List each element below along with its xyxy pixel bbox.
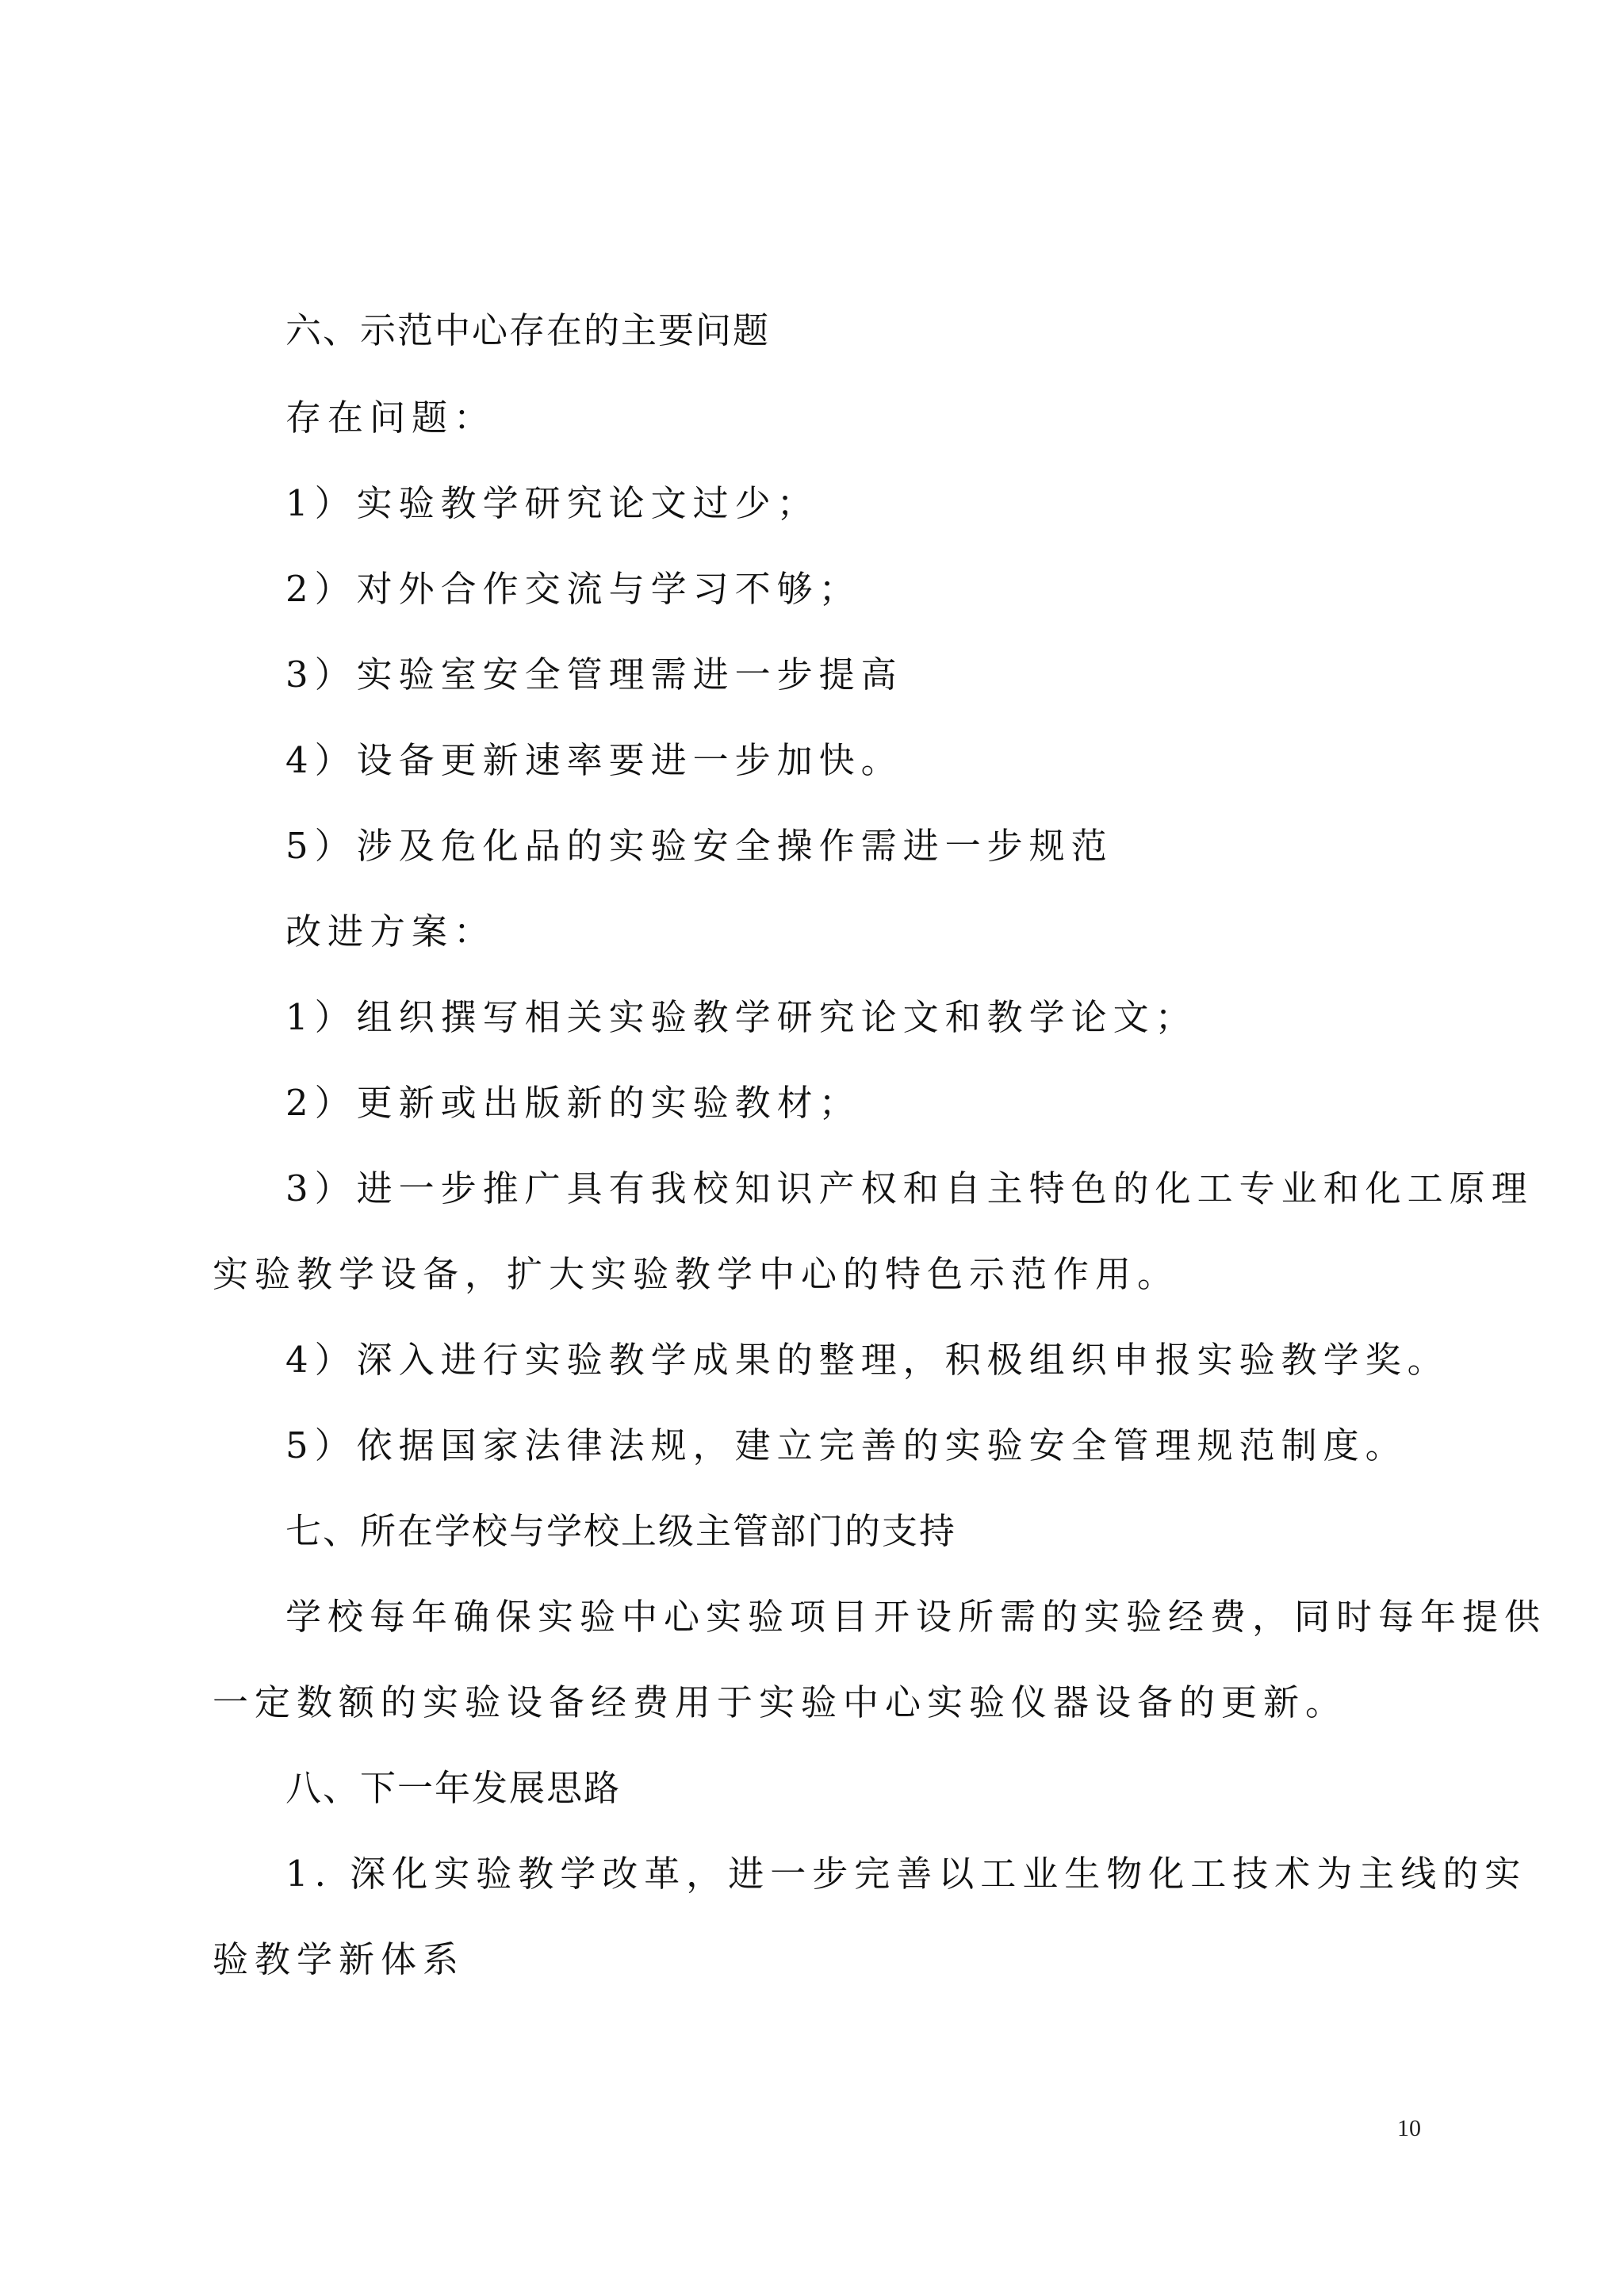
section-8-item-1-line-2: 验教学新体系 xyxy=(213,1938,465,1980)
problem-item-5: 5）涉及危化品的实验安全操作需进一步规范 xyxy=(285,825,1113,867)
problems-label: 存在问题： xyxy=(285,397,496,439)
problem-item-4: 4）设备更新速率要进一步加快。 xyxy=(285,739,903,781)
plan-item-3-line-1: 3）进一步推广具有我校知识产权和自主特色的化工专业和化工原理 xyxy=(285,1167,1534,1209)
plan-item-1: 1）组织撰写相关实验教学研究论文和教学论文； xyxy=(285,996,1197,1038)
plan-item-4: 4）深入进行实验教学成果的整理，积极组织申报实验教学奖。 xyxy=(285,1339,1450,1381)
plan-item-2: 2）更新或出版新的实验教材； xyxy=(285,1082,861,1124)
plan-item-3-line-2: 实验教学设备，扩大实验教学中心的特色示范作用。 xyxy=(213,1253,1180,1295)
problem-item-2: 2）对外合作交流与学习不够； xyxy=(285,568,861,610)
section-8-item-1-line-1: 1. 深化实验教学改革，进一步完善以工业生物化工技术为主线的实 xyxy=(285,1853,1527,1895)
section-7-heading: 七、所在学校与学校上级主管部门的支持 xyxy=(285,1510,957,1552)
problem-item-1: 1）实验教学研究论文过少； xyxy=(285,482,819,524)
plan-item-5: 5）依据国家法律法规，建立完善的实验安全管理规范制度。 xyxy=(285,1424,1408,1466)
section-6-heading: 六、示范中心存在的主要问题 xyxy=(285,309,771,351)
section-8-heading: 八、下一年发展思路 xyxy=(285,1767,622,1809)
section-7-paragraph-line-1: 学校每年确保实验中心实验项目开设所需的实验经费，同时每年提供 xyxy=(285,1596,1547,1638)
page-number: 10 xyxy=(1397,2115,1421,2141)
section-7-paragraph-line-2: 一定数额的实验设备经费用于实验中心实验仪器设备的更新。 xyxy=(213,1681,1348,1723)
plan-label: 改进方案： xyxy=(285,910,496,953)
problem-item-3: 3）实验室安全管理需进一步提高 xyxy=(285,654,903,696)
